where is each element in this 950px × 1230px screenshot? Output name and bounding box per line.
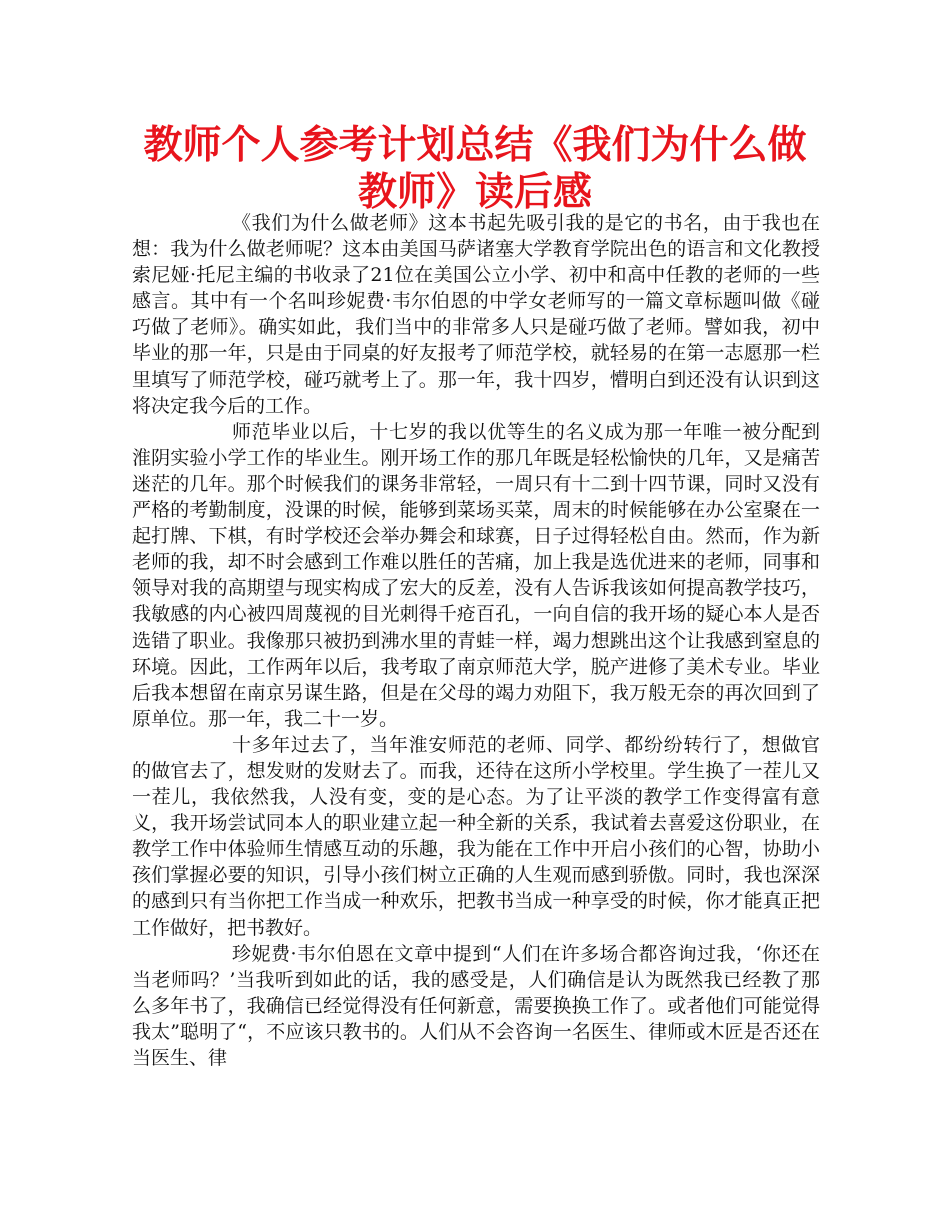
paragraph: 师范毕业以后，十七岁的我以优等生的名义成为那一年唯一被分配到淮阴实验小学工作的毕业生。刚开场工作的那几年既是轻松愉快的几年，又是痛苦迷茫的几年。那个时候我们的课务非常轻，一周只有十二到十四节课，同时又没有严格的考勤制度，没课的时候，能够到菜场买菜，周末的时候能够在办公室聚在一起打牌、下棋，有时学校还会举办舞会和球赛，日子过得轻松自由。然而，作为新老师的我，却不时会感到工作难以胜任的苦痛，加上我是选优进来的老师，同事和领导对我的高期望与现实构成了宏大的反差，没有人告诉我该如何提高教学技巧，我敏感的内心被四周蔑视的目光刺得千疮百孔，一向自信的我开场的疑心本人是否选错了职业。我像那只被扔到沸水里的青蛙一样，竭力想跳出这个让我感到窒息的环境。因此，工作两年以后，我考取了南京师范大学，脱产进修了美术专业。毕业后我本想留在南京另谋生路，但是在父母的竭力劝阻下，我万般无奈的再次回到了原单位。那一年，我二十一岁。 <box>132 420 820 730</box>
paragraph: 十多年过去了，当年淮安师范的老师、同学、都纷纷转行了，想做官的做官去了，想发财的发财去了。而我，还待在这所小学校里。学生换了一茬儿又一茬儿，我依然我，人没有变，变的是心态。为了让平淡的教学工作变得富有意义，我开场尝试同本人的职业建立起一种全新的关系，我试着去喜爱这份职业，在教学工作中体验师生情感互动的乐趣，我为能在工作中开启小孩们的心智，协助小孩们掌握必要的知识，引导小孩们树立正确的人生观而感到骄傲。同时，我也深深的感到只有当你把工作当成一种欢乐，把教书当成一种享受的时候，你才能真正把工作做好，把书教好。 <box>132 733 820 939</box>
paragraph: 《我们为什么做老师》这本书起先吸引我的是它的书名，由于我也在想：我为什么做老师呢？这本由美国马萨诸塞大学教育学院出色的语言和文化教授索尼娅·托尼主编的书收录了21位在美国公立小学、初中和高中任教的老师的一些感言。其中有一个名叫珍妮费·韦尔伯恩的中学女老师写的一篇文章标题叫做《碰巧做了老师》。确实如此，我们当中的非常多人只是碰巧做了老师。譬如我，初中毕业的那一年，只是由于同桌的好友报考了师范学校，就轻易的在第一志愿那一栏里填写了师范学校，碰巧就考上了。那一年，我十四岁，懵明白到还没有认识到这将决定我今后的工作。 <box>132 212 820 417</box>
document-body <box>132 210 820 1071</box>
paragraph: 珍妮费·韦尔伯恩在文章中提到“人们在许多场合都咨询过我，‘你还在当老师吗？’当我听到如此的话，我的感受是，人们确信是认为既然我已经教了那么多年书了，我确信已经觉得没有任何新意，需要换换工作了。或者他们可能觉得我太”聪明了“，不应该只教书的。人们从不会咨询一名医生、律师或木匠是否还在当医生、律 <box>132 942 820 1069</box>
document-title: 教师个人参考计划总结《我们为什么做教师》读后感 <box>143 123 807 215</box>
